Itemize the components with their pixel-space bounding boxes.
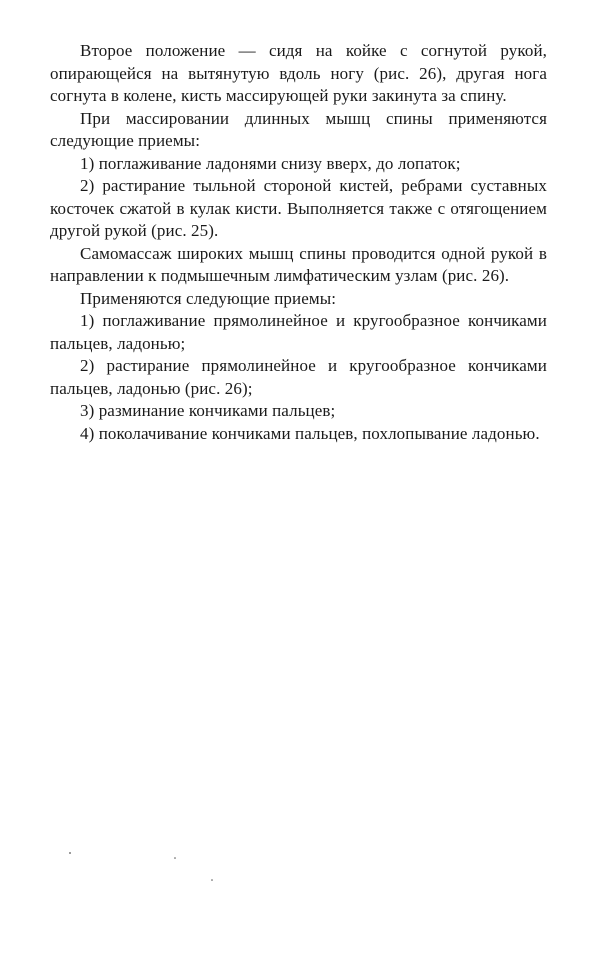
- dust-speck: [69, 852, 71, 854]
- page-text-block: [50, 40, 547, 445]
- list-item-stroking-palms: 1) поглаживание ладонями снизу вверх, до лопаток;: [80, 153, 461, 173]
- paragraph-techniques-intro: Применяются следующие приемы:: [80, 288, 337, 308]
- list-item-stroking-fingertips: 1) поглаживание прямолинейное и кругообразное кончиками пальцев, ладонью;: [50, 311, 547, 353]
- paragraph-wide-muscles: Самомассаж широких мышц спины проводится одной рукой в направлении к подмышечным лимфатическим узлам (рис. 26).: [50, 243, 547, 285]
- list-item-rubbing-fingertips: 2) растирание прямолинейное и кругообразное кончиками пальцев, ладонью (рис. 26);: [50, 356, 547, 398]
- dust-speck: [211, 879, 213, 881]
- paragraph-long-muscles-intro: При массировании длинных мышц спины применяются следующие приемы:: [50, 108, 547, 150]
- list-item-kneading: 3) разминание кончиками пальцев;: [80, 401, 336, 420]
- paragraph-second-position: Второе положение — сидя на койке с согнутой рукой, опирающейся на вытянутую вдоль ногу (рис. 26), другая нога согнута в колене, кисть массирующей руки закинута за спину.: [50, 41, 547, 105]
- list-item-tapping-patting: 4) поколачивание кончиками пальцев, похлопывание ладонью.: [80, 423, 540, 443]
- list-item-rubbing-knuckles: 2) растирание тыльной стороной кистей, ребрами суставных косточек сжатой в кулак кисти. Выполняется также с отягощением другой рукой (рис. 25).: [50, 176, 547, 240]
- dust-speck: [174, 857, 176, 859]
